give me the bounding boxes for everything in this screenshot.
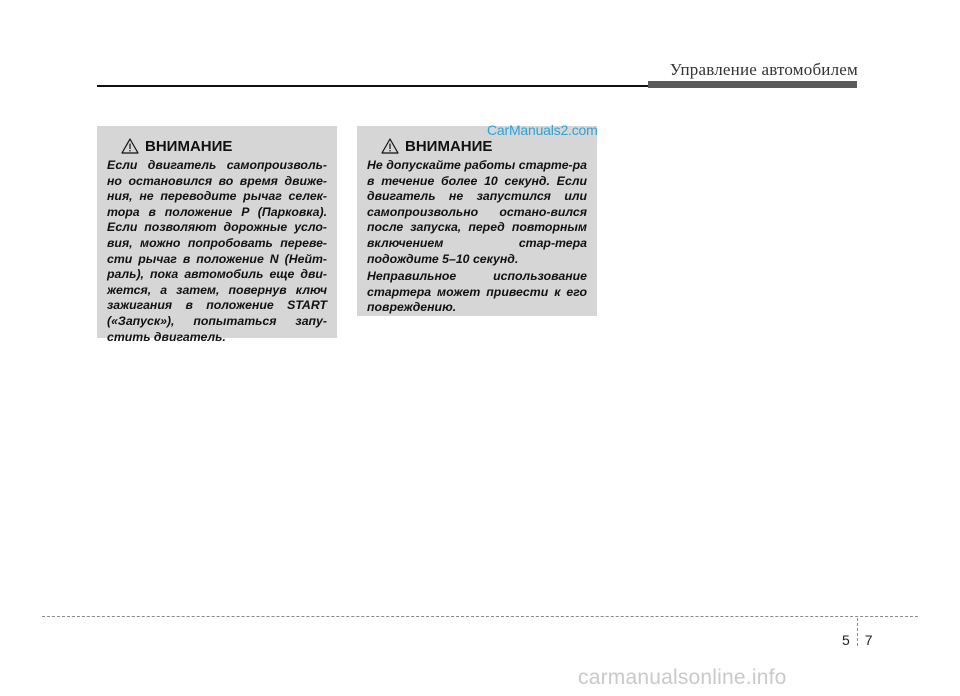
page-separator <box>857 618 858 646</box>
warning-text-paragraph-1: Не допускайте работы старте-ра в течение более 10 секунд. Если двигатель не запустился или самопроизвольно остано-вился после запуска, перед повторным включением стар-тера подождите 5–10 секунд. <box>367 158 587 266</box>
warning-title: ВНИМАНИЕ <box>145 137 233 155</box>
warning-text: Если двигатель самопроизволь-но остановился во время движе-ния, не переводите рычаг селек-тора в положение P (Парковка). Если позволяют дорожные усло-вия, можно попробовать переве-сти рычаг в положение N (Нейт-раль), пока автомобиль еще дви-жется, а затем, повернув ключ зажигания в положение START («Запуск»), попытаться запу-стить двигатель. <box>107 158 327 344</box>
warning-triangle-icon <box>121 138 139 154</box>
page-number <box>842 626 873 654</box>
watermark-logo: CarManuals2.com <box>487 122 598 138</box>
header-bar <box>648 81 857 88</box>
warning-header <box>381 135 587 157</box>
section-title: Управление автомобилем <box>669 60 858 79</box>
site-footer-watermark: carmanualsonline.info <box>578 666 787 689</box>
warning-header <box>121 135 327 157</box>
warning-box-starter <box>357 126 597 316</box>
warning-triangle-icon <box>381 138 399 154</box>
warning-title: ВНИМАНИЕ <box>405 137 493 155</box>
footer-rule <box>42 616 918 617</box>
warning-text-paragraph-2: Неправильное использование стартера может привести к его повреждению. <box>367 269 587 315</box>
header-rule <box>97 85 648 87</box>
warning-box-engine-stall <box>97 126 337 344</box>
chapter-number: 5 <box>842 632 850 648</box>
page-number-value: 7 <box>864 632 873 648</box>
